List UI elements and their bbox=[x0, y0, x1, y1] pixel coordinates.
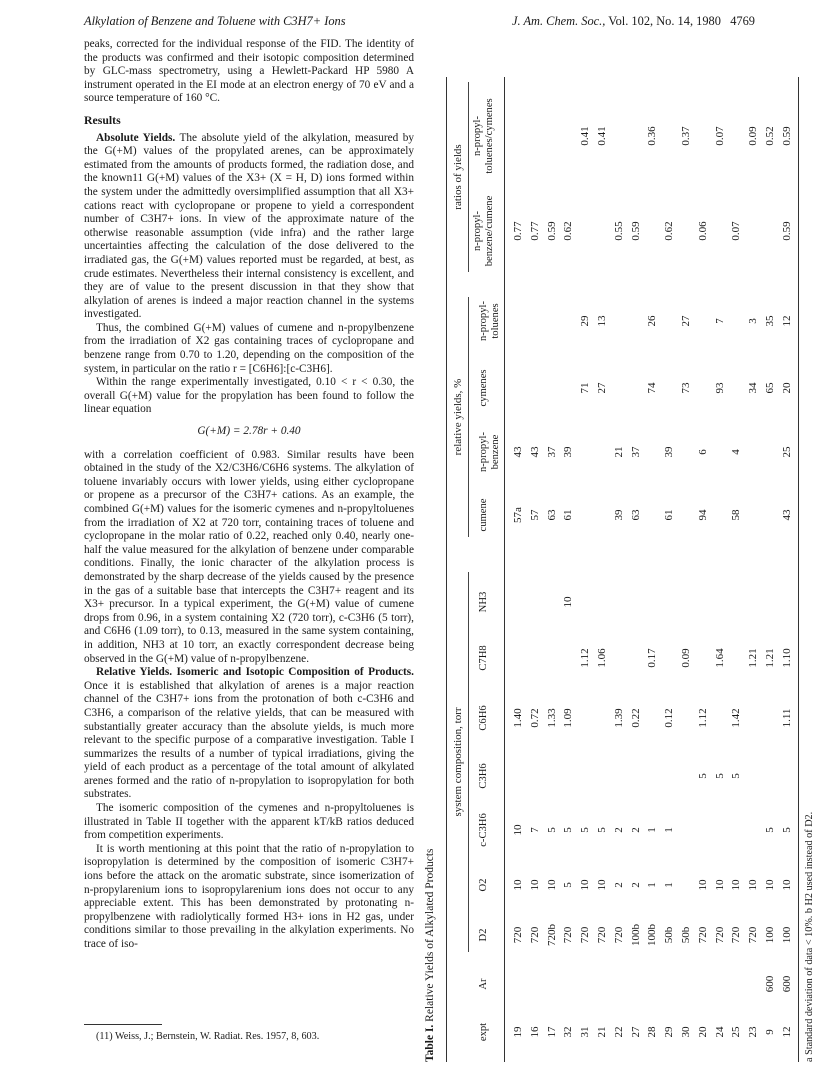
table-cell: 1.11 bbox=[780, 708, 793, 728]
table-cell: 57a bbox=[512, 507, 524, 523]
table-cell: 29 bbox=[579, 315, 592, 327]
group-line-relative bbox=[468, 297, 469, 537]
table-cell: 720 bbox=[713, 926, 726, 944]
table-cell: 0.09 bbox=[747, 126, 760, 146]
table-cell: 720b bbox=[545, 924, 558, 946]
table-cell: 63 bbox=[545, 509, 558, 521]
relative-lead: Relative Yields. Isomeric and Isotopic Composition of Products. bbox=[96, 666, 414, 679]
table-cell: 10 bbox=[512, 879, 524, 891]
table-cell: 35 bbox=[764, 315, 776, 327]
table-cell: 720 bbox=[696, 926, 709, 944]
table-cell: 720 bbox=[596, 926, 608, 944]
table-cell: 19 bbox=[512, 1026, 524, 1038]
table-cell: 0.22 bbox=[629, 708, 642, 728]
table-cell: 25 bbox=[730, 1026, 743, 1038]
table-cell: 1 bbox=[663, 827, 676, 833]
table-cell: 0.52 bbox=[764, 126, 776, 146]
col-header-6: C6H6 bbox=[478, 705, 489, 731]
table-cell: 39 bbox=[663, 446, 676, 458]
group-relative-yields: relative yields, % bbox=[452, 378, 464, 456]
table-cell: 1.12 bbox=[696, 708, 709, 728]
paragraph-isomeric: The isomeric composition of the cymenes and n-propyltoluenes is illustrated in Table II together with the apparent kT/kB ratios deduced from competition experiments. bbox=[84, 802, 414, 842]
table-cell: 100b bbox=[629, 924, 642, 946]
table-cell: 10 bbox=[696, 879, 709, 891]
paragraph-intro: peaks, corrected for the individual response of the FID. The identity of the products was confirmed and their isotopic composition determined by GLC-mass spectrometry, using a Hewlett-Packard HP 5980 A instrument operated in the EI mode at an electron energy of 70 eV and a source temperature of 160 °C. bbox=[84, 38, 414, 105]
table-cell: 5 bbox=[764, 827, 776, 833]
reference-footnote: (11) Weiss, J.; Bernstein, W. Radiat. Res. 1957, 8, 603. bbox=[96, 1031, 320, 1042]
table-cell: 25 bbox=[780, 446, 793, 458]
table-cell: 2 bbox=[612, 827, 625, 833]
table-cell: 23 bbox=[747, 1026, 760, 1038]
table-caption bbox=[424, 849, 436, 1063]
table-cell: 10 bbox=[730, 879, 743, 891]
table-cell: 34 bbox=[747, 382, 760, 394]
absolute-lead: Absolute Yields. bbox=[96, 131, 176, 144]
table-cell: 43 bbox=[512, 446, 524, 458]
table-cell: 3 bbox=[747, 318, 760, 324]
table-cell: 0.72 bbox=[528, 708, 541, 728]
table-cell: 10 bbox=[596, 879, 608, 891]
table-cell: 1.09 bbox=[562, 708, 575, 728]
col-header-9: cumene bbox=[478, 498, 489, 532]
table-cell: 2 bbox=[612, 882, 625, 888]
table-cell: 26 bbox=[646, 315, 659, 327]
col-header-3: O2 bbox=[478, 878, 489, 892]
table-cell: 58 bbox=[730, 509, 743, 521]
table-cell: 10 bbox=[780, 879, 793, 891]
journal-name: J. Am. Chem. Soc., bbox=[512, 14, 606, 28]
table-cell: 61 bbox=[562, 509, 575, 521]
table-cell: 0.59 bbox=[780, 126, 793, 146]
table-cell: 5 bbox=[562, 882, 575, 888]
group-ratios: ratios of yields bbox=[452, 144, 464, 210]
table-cell: 50b bbox=[680, 926, 692, 944]
paragraph-thus: Thus, the combined G(+M) values of cumene and n-propylbenzene from the irradiation of X2 gas containing traces of cyclopropane and benzene range from 0.70 to 1.20, depending on the composition of the system, in particular on the ratio r = [C6H6]:[c-C3H6]. bbox=[84, 321, 414, 375]
table-cell: 600 bbox=[764, 975, 776, 993]
table-cell: 0.59 bbox=[629, 221, 642, 241]
table-cell: 65 bbox=[764, 382, 776, 394]
table-cell: 10 bbox=[579, 879, 592, 891]
table-cell: 0.41 bbox=[596, 126, 608, 146]
table-cell: 0.59 bbox=[545, 221, 558, 241]
table-cell: 1.10 bbox=[780, 648, 793, 668]
table-cell: 27 bbox=[680, 315, 692, 327]
running-header bbox=[84, 14, 755, 32]
table-cell: 5 bbox=[713, 773, 726, 779]
group-system-composition: system composition, torr bbox=[452, 707, 464, 817]
page-number: 4769 bbox=[730, 14, 755, 28]
table-cell: 0.17 bbox=[646, 648, 659, 668]
table-cell: 0.12 bbox=[663, 708, 676, 728]
table-cell: 0.41 bbox=[579, 126, 592, 146]
text-column bbox=[84, 38, 414, 952]
table-cell: 63 bbox=[629, 509, 642, 521]
table-cell: 5 bbox=[562, 827, 575, 833]
table-cell: 2 bbox=[629, 827, 642, 833]
table-cell: 43 bbox=[780, 509, 793, 521]
table-cell: 31 bbox=[579, 1026, 592, 1038]
table-label: Table I. bbox=[424, 1024, 436, 1062]
table-cell: 39 bbox=[612, 509, 625, 521]
table-cell: 61 bbox=[663, 509, 676, 521]
table-bottom-rule bbox=[798, 77, 799, 1062]
table-cell: 73 bbox=[680, 382, 692, 394]
table-cell: 10 bbox=[713, 879, 726, 891]
table-cell: 37 bbox=[545, 446, 558, 458]
table-cell: 29 bbox=[663, 1026, 676, 1038]
table-cell: 39 bbox=[562, 446, 575, 458]
col-header-12: n-propyl-toluenes bbox=[478, 301, 501, 342]
table-cell: 6 bbox=[696, 449, 709, 455]
paragraph-relative bbox=[84, 666, 414, 802]
table-cell: 57 bbox=[528, 509, 541, 521]
table-cell: 100 bbox=[780, 926, 793, 944]
table-cell: 720 bbox=[512, 926, 524, 944]
table-cell: 1.39 bbox=[612, 708, 625, 728]
table-cell: 10 bbox=[545, 879, 558, 891]
table-cell: 30 bbox=[680, 1026, 692, 1038]
paragraph-absolute bbox=[84, 132, 414, 322]
col-header-1: Ar bbox=[478, 978, 489, 990]
table-cell: 100b bbox=[646, 924, 659, 946]
table-cell: 1.06 bbox=[596, 648, 608, 668]
table-cell: 10 bbox=[528, 879, 541, 891]
table-cell: 24 bbox=[713, 1026, 726, 1038]
col-header-2: D2 bbox=[478, 928, 489, 942]
table-title: Relative Yields of Alkylated Products bbox=[424, 848, 436, 1022]
header-title: Alkylation of Benzene and Toluene with C3H7+ Ions bbox=[84, 14, 346, 28]
table-cell: 10 bbox=[562, 596, 575, 608]
table-cell: 0.62 bbox=[663, 221, 676, 241]
table-cell: 0.55 bbox=[612, 221, 625, 241]
table-cell: 37 bbox=[629, 446, 642, 458]
table-cell: 720 bbox=[562, 926, 575, 944]
table-cell: 1 bbox=[646, 882, 659, 888]
group-line-system bbox=[468, 572, 469, 952]
table-cell: 1.21 bbox=[764, 648, 776, 668]
table-cell: 0.59 bbox=[780, 221, 793, 241]
table-cell: 7 bbox=[528, 827, 541, 833]
table-cell: 0.77 bbox=[528, 221, 541, 241]
table-cell: 720 bbox=[747, 926, 760, 944]
relative-text: Once it is established that alkylation of arenes is a major reaction channel of the C3H7+ ions from the protonation of both c-C3H6 and C3H6, a comparison of the relative yields, that can be measured with substantially greater accuracy than the absolute yields, is much more relevant to the specific purpose of a comparative investigation. Table I summarizes the results of a number of typical irradiations, giving the yield of each product as a percentage of the total amount of alkylated arenes formed and the ratio of n-propylation to isopropylation for both substrates. bbox=[84, 679, 414, 801]
table-cell: 0.07 bbox=[730, 221, 743, 241]
table-cell: 32 bbox=[562, 1026, 575, 1038]
col-header-7: C7H8 bbox=[478, 645, 489, 671]
table-cell: 28 bbox=[646, 1026, 659, 1038]
table-cell: 0.06 bbox=[696, 221, 709, 241]
table-cell: 5 bbox=[579, 827, 592, 833]
table-cell: 720 bbox=[528, 926, 541, 944]
col-header-10: n-propyl-benzene bbox=[478, 432, 501, 473]
table-cell: 43 bbox=[528, 446, 541, 458]
linear-equation: G(+M) = 2.78r + 0.40 bbox=[197, 425, 301, 438]
footnote-rule bbox=[84, 1024, 162, 1025]
col-header-11: cymenes bbox=[478, 369, 489, 407]
table-container bbox=[416, 62, 826, 1062]
table-cell: 1.64 bbox=[713, 648, 726, 668]
col-header-13: n-propyl-benzene/cumene bbox=[472, 195, 495, 267]
paragraph-within: Within the range experimentally investigated, 0.10 < r < 0.30, the overall G(+M) value for the propylation has been found to follow the linear equation bbox=[84, 376, 414, 416]
results-heading: Results bbox=[84, 112, 121, 127]
volume-info: Vol. 102, No. 14, 1980 bbox=[608, 14, 721, 28]
table-cell: 21 bbox=[596, 1026, 608, 1038]
table-cell: 9 bbox=[764, 1029, 776, 1035]
table-cell: 1.33 bbox=[545, 708, 558, 728]
table-cell: 600 bbox=[780, 975, 793, 993]
table-cell: 0.77 bbox=[512, 221, 524, 241]
col-header-8: NH3 bbox=[478, 591, 489, 613]
table-cell: 1.42 bbox=[730, 708, 743, 728]
table-cell: 5 bbox=[696, 773, 709, 779]
table-cell: 100 bbox=[764, 926, 776, 944]
table-cell: 27 bbox=[629, 1026, 642, 1038]
table-cell: 5 bbox=[596, 827, 608, 833]
col-header-5: C3H6 bbox=[478, 763, 489, 789]
table-cell: 4 bbox=[730, 449, 743, 455]
group-line-ratios bbox=[468, 82, 469, 272]
header-bottom-rule bbox=[504, 77, 505, 1062]
table-top-rule bbox=[446, 77, 447, 1062]
table-cell: 720 bbox=[579, 926, 592, 944]
col-header-14: n-propyl-toluenes/cymenes bbox=[472, 98, 495, 174]
table-cell: 7 bbox=[713, 318, 726, 324]
table-cell: 22 bbox=[612, 1026, 625, 1038]
table-cell: 1 bbox=[646, 827, 659, 833]
table-cell: 5 bbox=[545, 827, 558, 833]
col-header-0: expt bbox=[478, 1022, 489, 1042]
table-cell: 17 bbox=[545, 1026, 558, 1038]
table-cell: 74 bbox=[646, 382, 659, 394]
table-cell: 10 bbox=[512, 824, 524, 836]
table-cell: 0.62 bbox=[562, 221, 575, 241]
table-cell: 20 bbox=[780, 382, 793, 394]
table-cell: 93 bbox=[713, 382, 726, 394]
table-cell: 0.07 bbox=[713, 126, 726, 146]
table-cell: 12 bbox=[780, 315, 793, 327]
table-cell: 0.09 bbox=[680, 648, 692, 668]
table-cell: 1.40 bbox=[512, 708, 524, 728]
table-cell: 12 bbox=[780, 1026, 793, 1038]
table-cell: 1.21 bbox=[747, 648, 760, 668]
table-cell: 71 bbox=[579, 382, 592, 394]
rotated-table bbox=[416, 62, 826, 1062]
table-cell: 1.12 bbox=[579, 648, 592, 668]
table-cell: 5 bbox=[780, 827, 793, 833]
table-cell: 94 bbox=[696, 509, 709, 521]
table-cell: 13 bbox=[596, 315, 608, 327]
table-cell: 27 bbox=[596, 382, 608, 394]
table-cell: 16 bbox=[528, 1026, 541, 1038]
table-cell: 50b bbox=[663, 926, 676, 944]
table-cell: 10 bbox=[764, 879, 776, 891]
table-footnote: a Standard deviation of data < 10%. b H2 used instead of D2. bbox=[804, 811, 815, 1062]
table-cell: 5 bbox=[730, 773, 743, 779]
header-journal bbox=[512, 14, 755, 29]
paragraph-worth: It is worth mentioning at this point that the ratio of n-propylation to isopropylation is determined by the composition of isomeric C3H7+ ions before the attack on the aromatic substrate, since isomerization of n-propylarenium ions to isopropylarenium ions does not occur to any appreciable extent. This has been demonstrated by protonating n-propylbenzene with radiolytically formed H3+ ions in H2 gas, under conditions similar to those prevailing in the alkylation experiments. No trace of iso- bbox=[84, 842, 414, 950]
table-cell: 720 bbox=[730, 926, 743, 944]
table-cell: 0.37 bbox=[680, 126, 692, 146]
table-cell: 720 bbox=[612, 926, 625, 944]
paragraph-correlation: with a correlation coefficient of 0.983. Similar results have been obtained in the study of the X2/C3H6/C6H6 systems. The alkylation of toluene invariably occurs with lower yields, using either cyclopropane or propene as a precursor of the C3H7+ cations. As an example, the combined G(+M) values for the isomeric cymenes and n-propyltoluenes from the irradiation of X2 at 720 torr, containing traces of toluene and cyclopropane in the molar ratio of 0.22, reached only 0.40, nearly one-half the value measured for the alkylation of benzene under comparable conditions. Finally, the ionic character of the alkylation process is demonstrated by the sharp decrease of the yields caused by the presence in the gas of a suitable base that intercepts the C3H7+ reagent and its X3+ precursor. In a typical experiment, the G(+M) value of cumene drops from 0.96, in a system containing X2 (720 torr), c-C3H6 (5 torr), and C6H6 (1.09 torr), to 0.13, measured in the same system containing, in addition, NH3 at 10 torr, an exactly correspondent decrease being observed in the G(+M) value of n-propylbenzene. bbox=[84, 448, 414, 665]
table-cell: 1 bbox=[663, 882, 676, 888]
table-cell: 2 bbox=[629, 882, 642, 888]
col-header-4: c-C3H6 bbox=[478, 813, 489, 847]
table-cell: 10 bbox=[747, 879, 760, 891]
table-cell: 21 bbox=[612, 446, 625, 458]
table-cell: 0.36 bbox=[646, 126, 659, 146]
table-cell: 20 bbox=[696, 1026, 709, 1038]
absolute-text: The absolute yield of the alkylation, measured by the G(+M) values of the propylated arenes, can be approximately estimated from the amounts of products formed, the radiation dose, and the known11 G(+M) values of the X3+ (X = H, D) ions formed within the system under the admittedly oversimplified assumption that all X3+ cations react with cyclopropane or propene to yield a correspondent number of C3H7+ ions. In view of the approximate nature of the otherwise reasonable assumption (vide infra) and the rather large uncertainties affecting the calculation of the dose delivered to the irradiated gas, the G(+M) values reported must be regarded, at best, as crude estimates. Nevertheless their internal consistency is excellent, and they are of value to the present discussion in that they show that alkylation of arenes is indeed a major reaction channel in the systems investigated. bbox=[84, 131, 414, 321]
